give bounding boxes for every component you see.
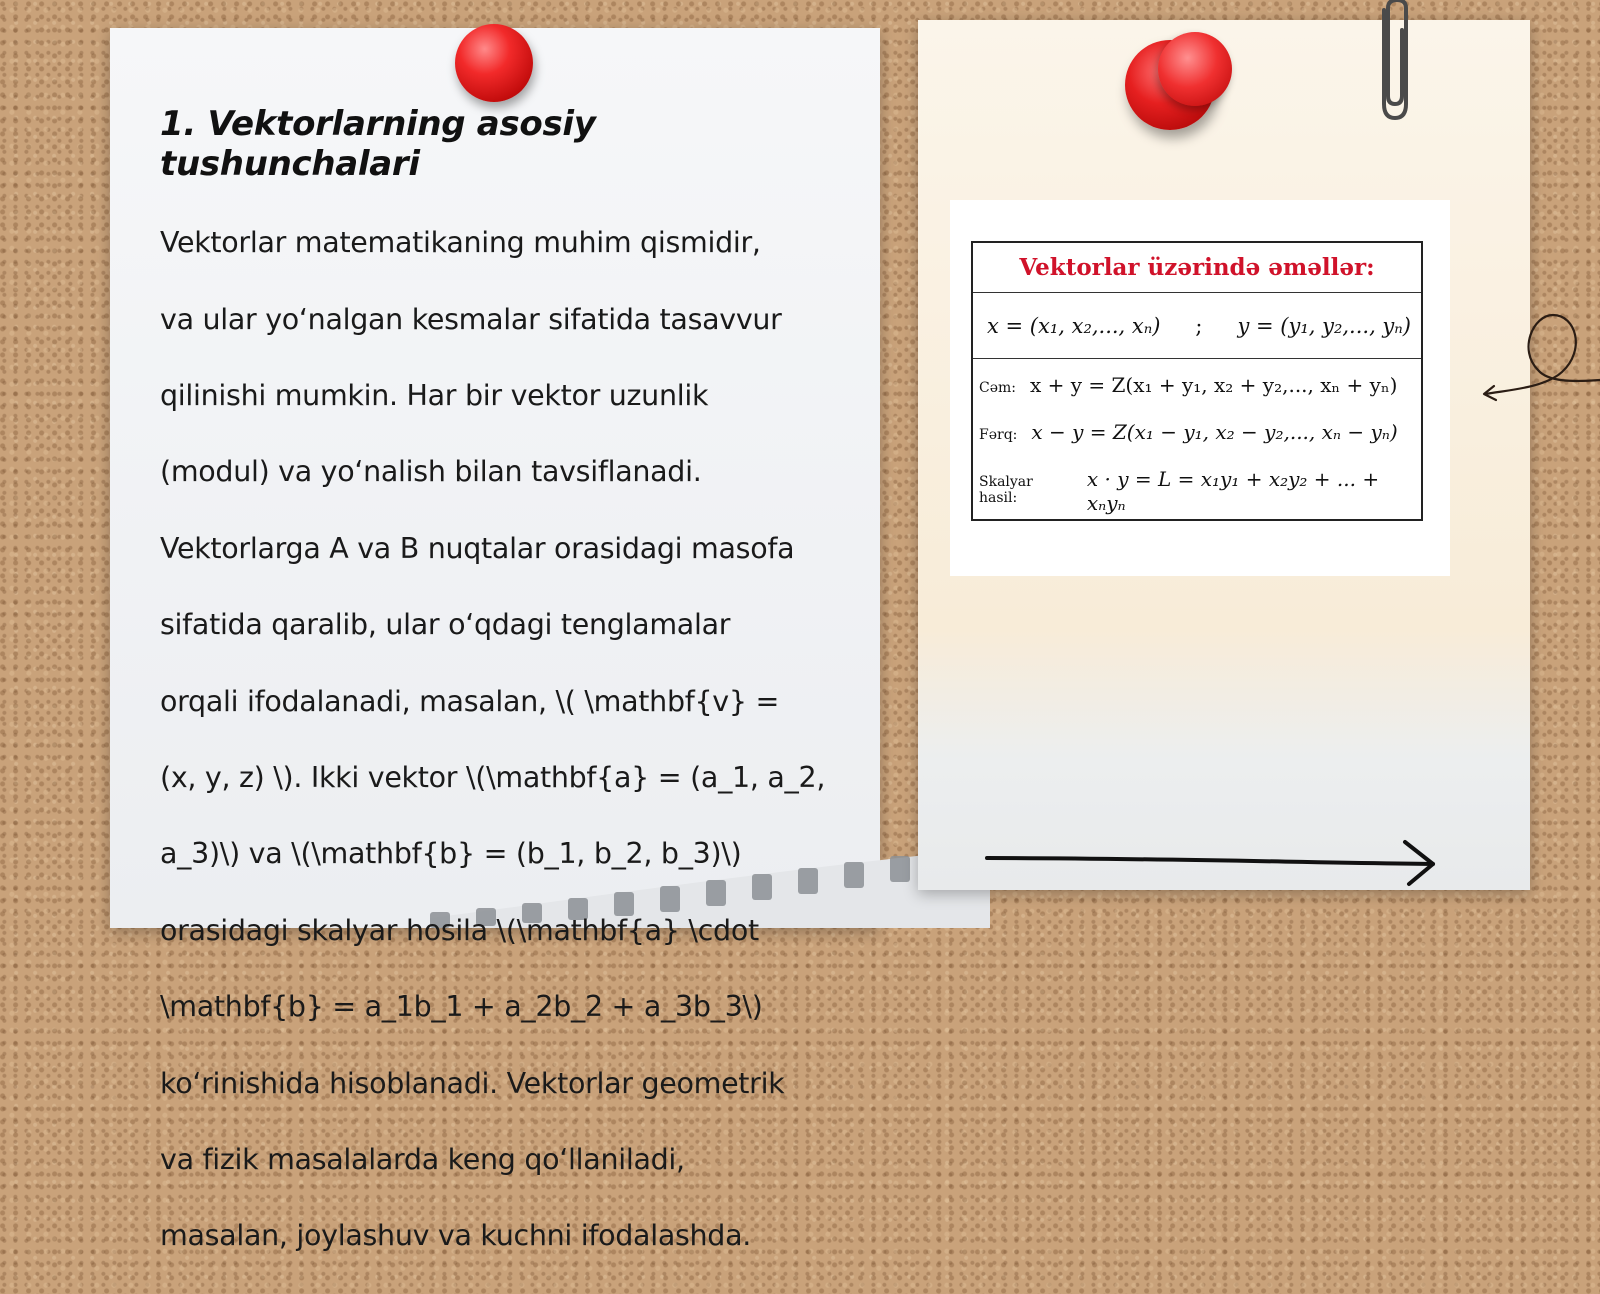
curly-arrow-icon bbox=[1478, 310, 1600, 410]
operation-row-sum bbox=[979, 373, 1415, 420]
body-line: (x, y, z) \). Ikki vektor \(\mathbf{a} = (a_1, a_2, bbox=[160, 761, 826, 795]
operation-label: Skalyar hasil: bbox=[979, 474, 1033, 506]
body-line: qilinishi mumkin. Har bir vektor uzunlik bbox=[160, 379, 709, 413]
section-heading: 1. Vektorlarning asosiy tushunchalari bbox=[160, 104, 596, 184]
body-line: va fizik masalalarda keng qo‘llaniladi, bbox=[160, 1143, 685, 1177]
body-line: (modul) va yo‘nalish bilan tavsiflanadi. bbox=[160, 455, 702, 489]
formula-table bbox=[971, 241, 1423, 521]
operation-formula: x + y = Z(x₁ + y₁, x₂ + y₂,..., xₙ + yₙ) bbox=[1030, 373, 1398, 397]
body-line: ko‘rinishida hisoblanadi. Vektorlar geometrik bbox=[160, 1066, 785, 1100]
operation-formula: x − y = Z(x₁ − y₁, x₂ − y₂,..., xₙ − yₙ) bbox=[1031, 420, 1398, 444]
body-paragraph bbox=[160, 186, 860, 1294]
operation-formula: x · y = L = x₁y₁ + x₂y₂ + ... + xₙyₙ bbox=[1086, 467, 1380, 515]
push-pin-icon bbox=[1158, 32, 1232, 106]
vector-y-definition: y = (y₁, y₂,..., yₙ) bbox=[1237, 313, 1411, 338]
paper-clip-icon bbox=[1370, 0, 1420, 125]
operations-list bbox=[973, 359, 1421, 514]
vector-definitions bbox=[973, 293, 1421, 359]
body-line: orqali ifodalanadi, masalan, \( \mathbf{v} = bbox=[160, 684, 780, 718]
body-line: Vektorlar matematikaning muhim qismidir, bbox=[160, 226, 761, 260]
body-line: \mathbf{b} = a_1b_1 + a_2b_2 + a_3b_3\) bbox=[160, 990, 763, 1024]
body-line: masalan, joylashuv va kuchni ifodalashda. bbox=[160, 1219, 752, 1253]
body-line: va ular yo‘nalgan kesmalar sifatida tasavvur bbox=[160, 302, 782, 336]
push-pin-icon bbox=[455, 24, 533, 102]
operation-label: Cəm: bbox=[979, 380, 1016, 396]
operation-label: Fərq: bbox=[979, 427, 1018, 443]
vector-x-definition: x = (x₁, x₂,..., xₙ) bbox=[987, 313, 1161, 338]
long-arrow-icon bbox=[985, 838, 1445, 888]
formula-title: Vektorlar üzərində əməllər: bbox=[973, 243, 1421, 293]
operation-row-difference bbox=[979, 420, 1415, 467]
operation-row-scalar-product bbox=[979, 467, 1415, 514]
body-line: Vektorlarga A va B nuqtalar orasidagi masofa bbox=[160, 531, 795, 565]
body-line: orasidagi skalyar hosila \(\mathbf{a} \cdot bbox=[160, 913, 759, 947]
body-line: a_3)\) va \(\mathbf{b} = (b_1, b_2, b_3)\) bbox=[160, 837, 742, 871]
definition-separator: ; bbox=[1195, 313, 1203, 338]
body-line: sifatida qaralib, ular o‘qdagi tenglamalar bbox=[160, 608, 731, 642]
